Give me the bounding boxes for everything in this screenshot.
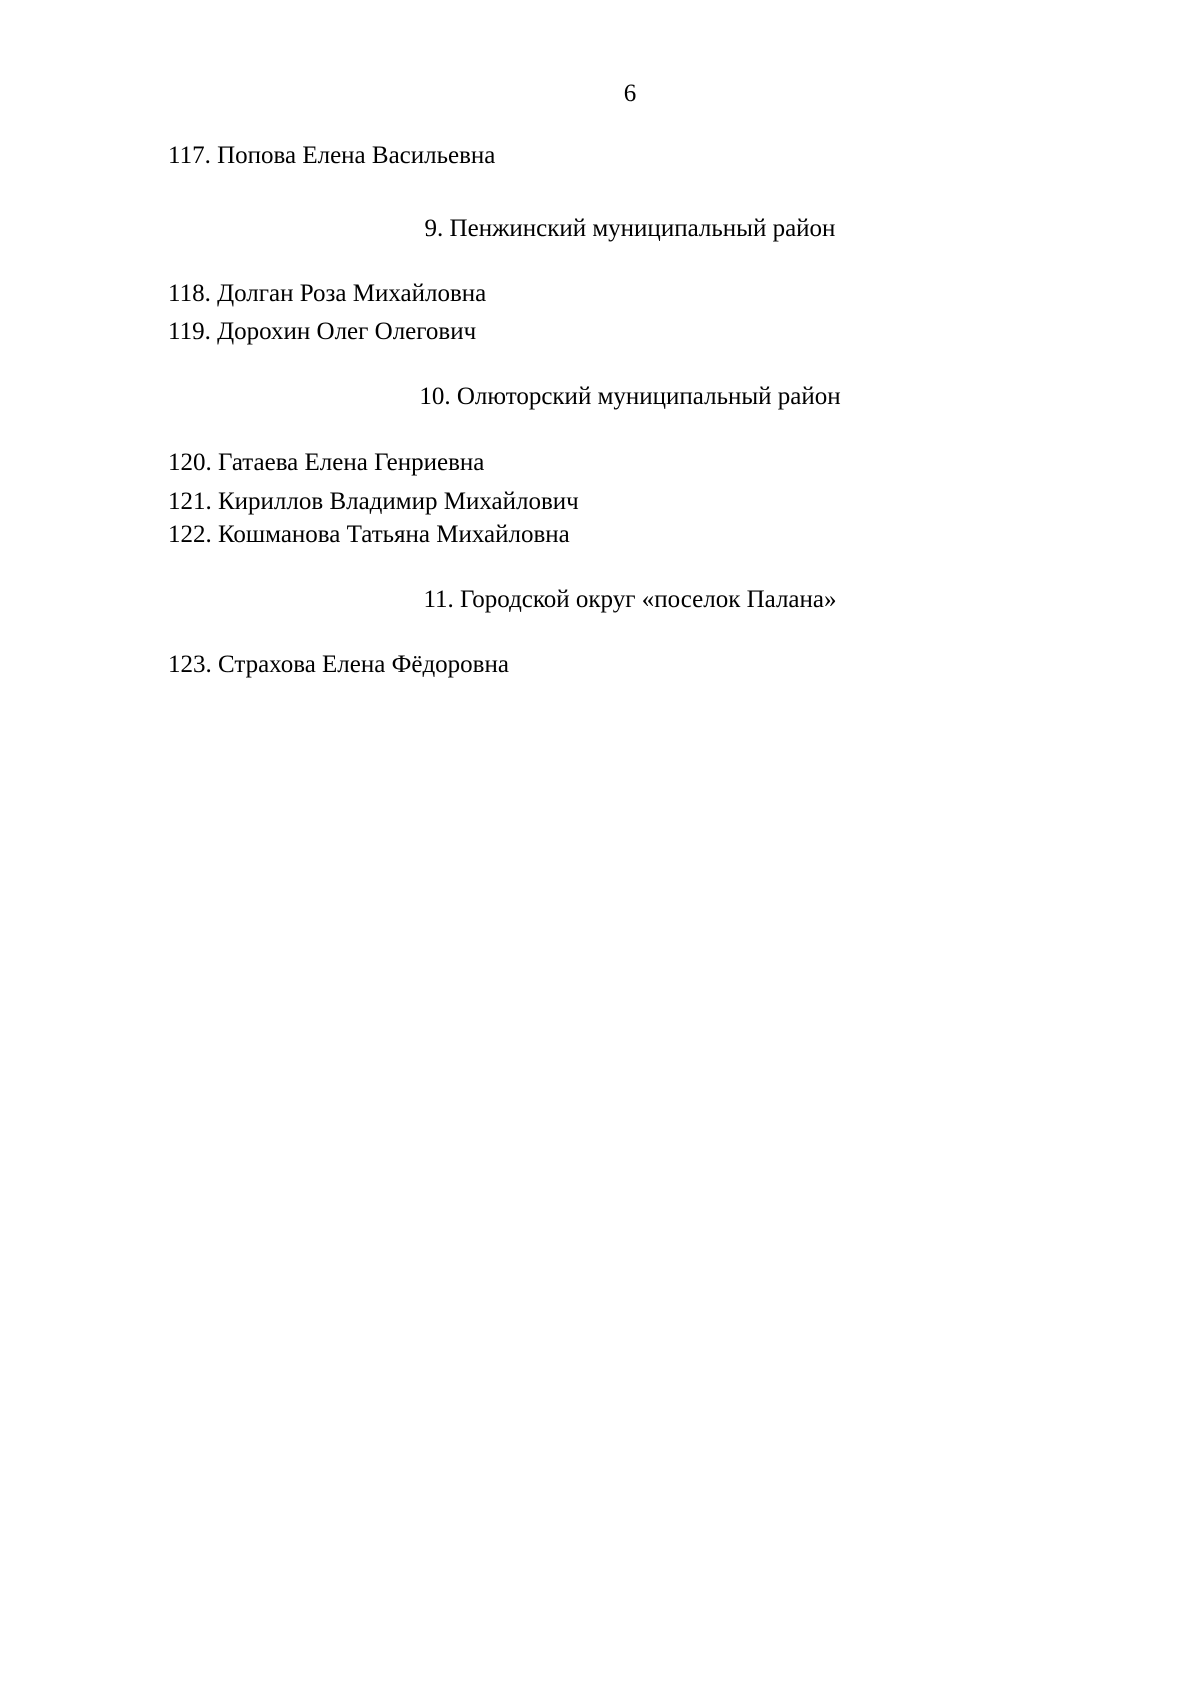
- list-item: 123. Страхова Елена Фёдоровна: [168, 651, 509, 678]
- page-number: 6: [623, 80, 637, 107]
- list-item: 120. Гатаева Елена Генриевна: [168, 449, 485, 476]
- list-item: 119. Дорохин Олег Олегович: [168, 318, 477, 345]
- list-item: 118. Долган Роза Михайловна: [168, 280, 487, 307]
- list-item: 121. Кириллов Владимир Михайлович: [168, 488, 579, 515]
- section-heading: 10. Олюторский муниципальный район: [419, 383, 841, 410]
- section-heading: 11. Городской округ «поселок Палана»: [423, 586, 837, 613]
- list-item: 117. Попова Елена Васильевна: [168, 142, 496, 169]
- list-item: 122. Кошманова Татьяна Михайловна: [168, 521, 570, 548]
- section-heading: 9. Пенжинский муниципальный район: [424, 215, 836, 242]
